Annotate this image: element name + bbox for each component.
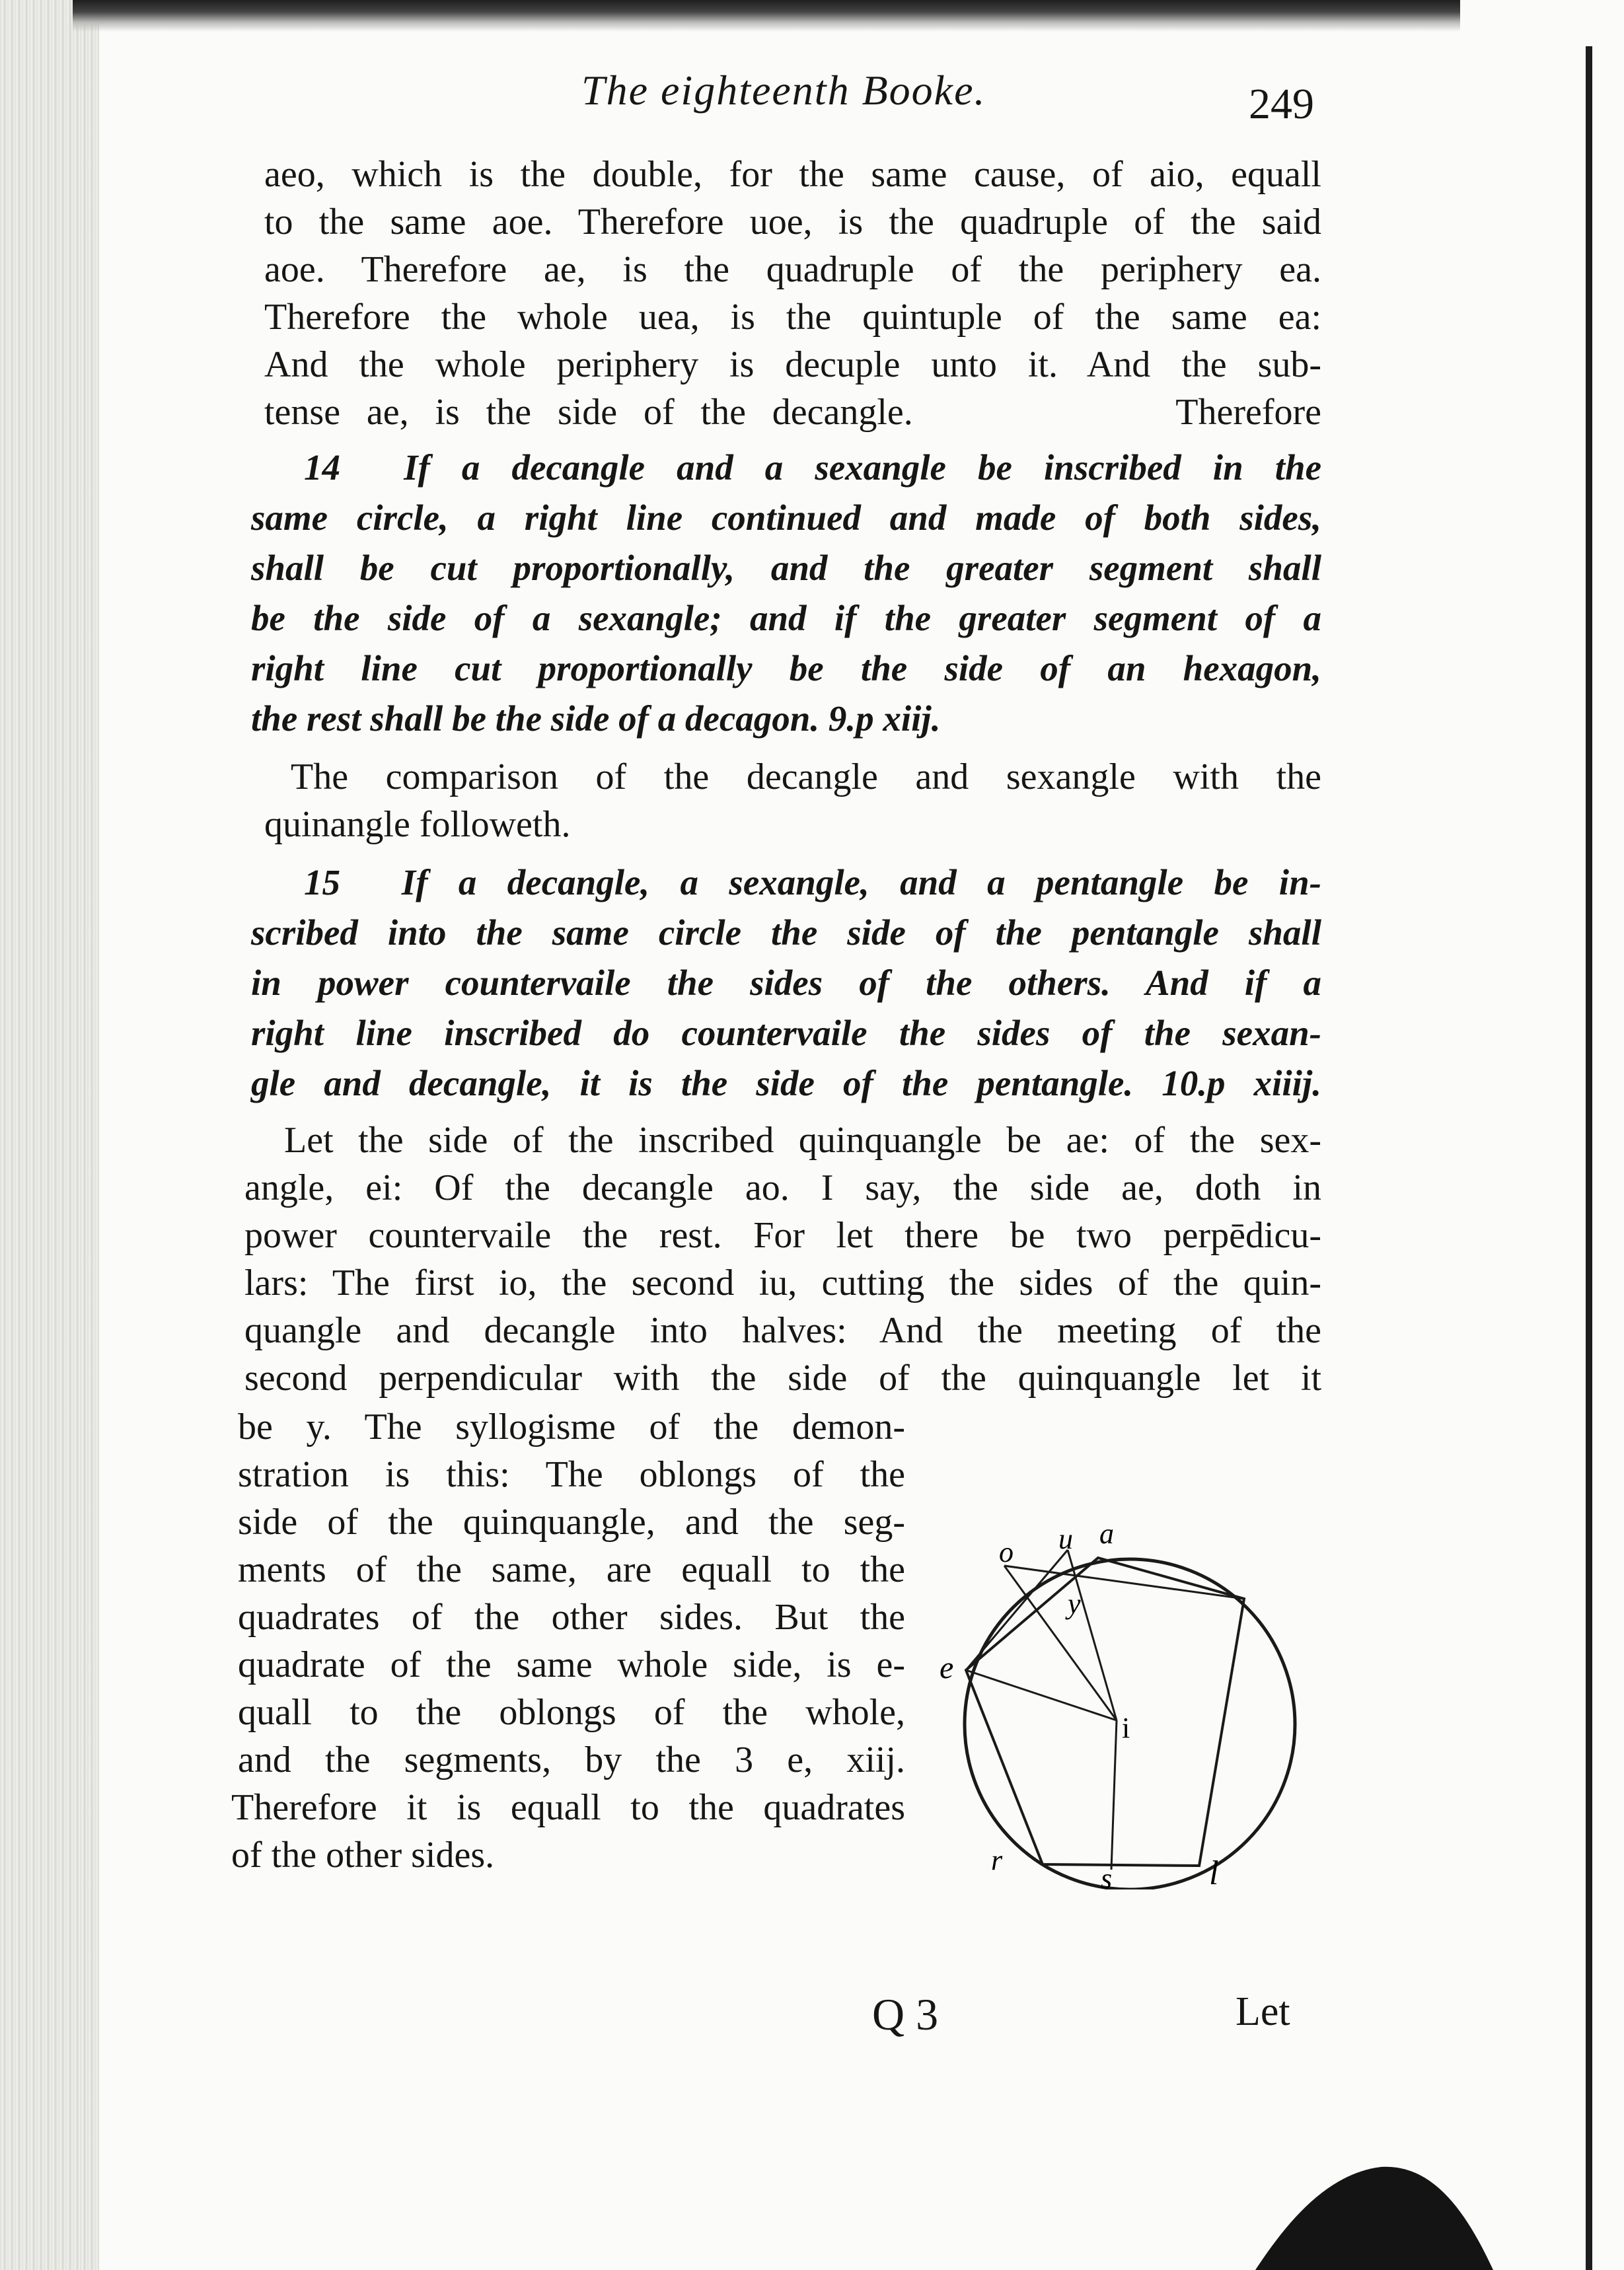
line-ei xyxy=(966,1670,1117,1720)
catchword: Let xyxy=(1236,1989,1290,2034)
proposition-14-line: 14 If a decangle and a sexangle be inscribed in the xyxy=(304,447,1321,488)
narrow-line: and the segments, by the 3 e, xiij. xyxy=(238,1739,905,1780)
label-y: y xyxy=(1068,1588,1081,1620)
transition-line: The comparison of the decangle and sexangle with the xyxy=(291,756,1321,797)
proposition-15-line: in power countervaile the sides of the others. And if a xyxy=(251,963,1321,1003)
page-number: 249 xyxy=(1249,80,1314,128)
narrow-line: Therefore it is equall to the quadrates xyxy=(231,1787,905,1828)
demonstration-line: quangle and decangle into halves: And the meeting of the xyxy=(244,1310,1321,1351)
proposition-14-line: be the side of a sexangle; and if the greater segment of a xyxy=(251,598,1321,638)
right-margin-rule xyxy=(1586,46,1592,2270)
pentagon-circle-diagram xyxy=(938,1519,1308,1889)
label-s: s xyxy=(1101,1862,1113,1889)
body-line: Therefore the whole uea, is the quintuple of the same ea: xyxy=(264,297,1321,338)
demonstration-line: lars: The first io, the second iu, cutting the sides of the quin- xyxy=(244,1263,1321,1303)
narrow-line: stration is this: The oblongs of the xyxy=(238,1454,905,1495)
narrow-line: quall to the oblongs of the whole, xyxy=(238,1692,905,1733)
label-i: i xyxy=(1122,1712,1130,1744)
narrow-line: quadrate of the same whole side, is e- xyxy=(238,1644,905,1685)
narrow-line: quadrates of the other sides. But the xyxy=(238,1597,905,1638)
body-line: to the same aoe. Therefore uoe, is the quadruple of the said xyxy=(264,201,1321,242)
proposition-15-line: gle and decangle, it is the side of the pentangle. 10.p xiiij. xyxy=(251,1063,1321,1103)
demonstration-line: power countervaile the rest. For let there be two perpēdicu- xyxy=(244,1215,1321,1256)
proposition-14-line: the rest shall be the side of a decagon. 9.p xiij. xyxy=(251,698,941,739)
demonstration-line: Let the side of the inscribed quinquangle be ae: of the sex- xyxy=(284,1120,1321,1161)
body-line: And the whole periphery is decuple unto it. And the sub- xyxy=(264,344,1321,385)
transition-line: quinangle followeth. xyxy=(264,804,571,845)
label-a: a xyxy=(1099,1519,1114,1550)
body-line: aeo, which is the double, for the same cause, of aio, equall xyxy=(264,154,1321,195)
demonstration-line: second perpendicular with the side of the quinquangle let it xyxy=(244,1358,1321,1399)
proposition-15-line: 15 If a decangle, a sexangle, and a pentangle be in- xyxy=(304,862,1321,902)
narrow-line: side of the quinquangle, and the seg- xyxy=(238,1502,905,1543)
line-is xyxy=(1111,1720,1117,1870)
proposition-15-line: scribed into the same circle the side of the pentangle shall xyxy=(251,912,1321,953)
running-title: The eighteenth Booke. xyxy=(581,67,986,114)
narrow-line: be y. The syllogisme of the demon- xyxy=(238,1407,905,1447)
label-l: l xyxy=(1209,1854,1219,1889)
signature-mark: Q 3 xyxy=(872,1989,939,2039)
label-u: u xyxy=(1058,1523,1073,1555)
label-o: o xyxy=(999,1536,1014,1568)
proposition-15-line: right line inscribed do countervaile the sides of the sexan- xyxy=(251,1013,1321,1053)
body-line: tense ae, is the side of the decangle. Therefore xyxy=(264,392,1321,433)
demonstration-line: angle, ei: Of the decangle ao. I say, the side ae, doth in xyxy=(244,1167,1321,1208)
ink-blot xyxy=(1229,2134,1520,2270)
proposition-14-line: right line cut proportionally be the side of an hexagon, xyxy=(251,648,1321,688)
label-e: e xyxy=(940,1650,954,1685)
page-edge-shadow xyxy=(0,0,99,2270)
narrow-line: ments of the same, are equall to the xyxy=(238,1549,905,1590)
label-r: r xyxy=(991,1844,1003,1876)
body-line: aoe. Therefore ae, is the quadruple of the periphery ea. xyxy=(264,249,1321,290)
proposition-14-line: shall be cut proportionally, and the greater segment shall xyxy=(251,548,1321,588)
proposition-14-line: same circle, a right line continued and made of both sides, xyxy=(251,497,1321,538)
pentagon xyxy=(966,1558,1244,1866)
narrow-line: of the other sides. xyxy=(231,1835,495,1876)
top-edge-shadow xyxy=(73,0,1460,32)
